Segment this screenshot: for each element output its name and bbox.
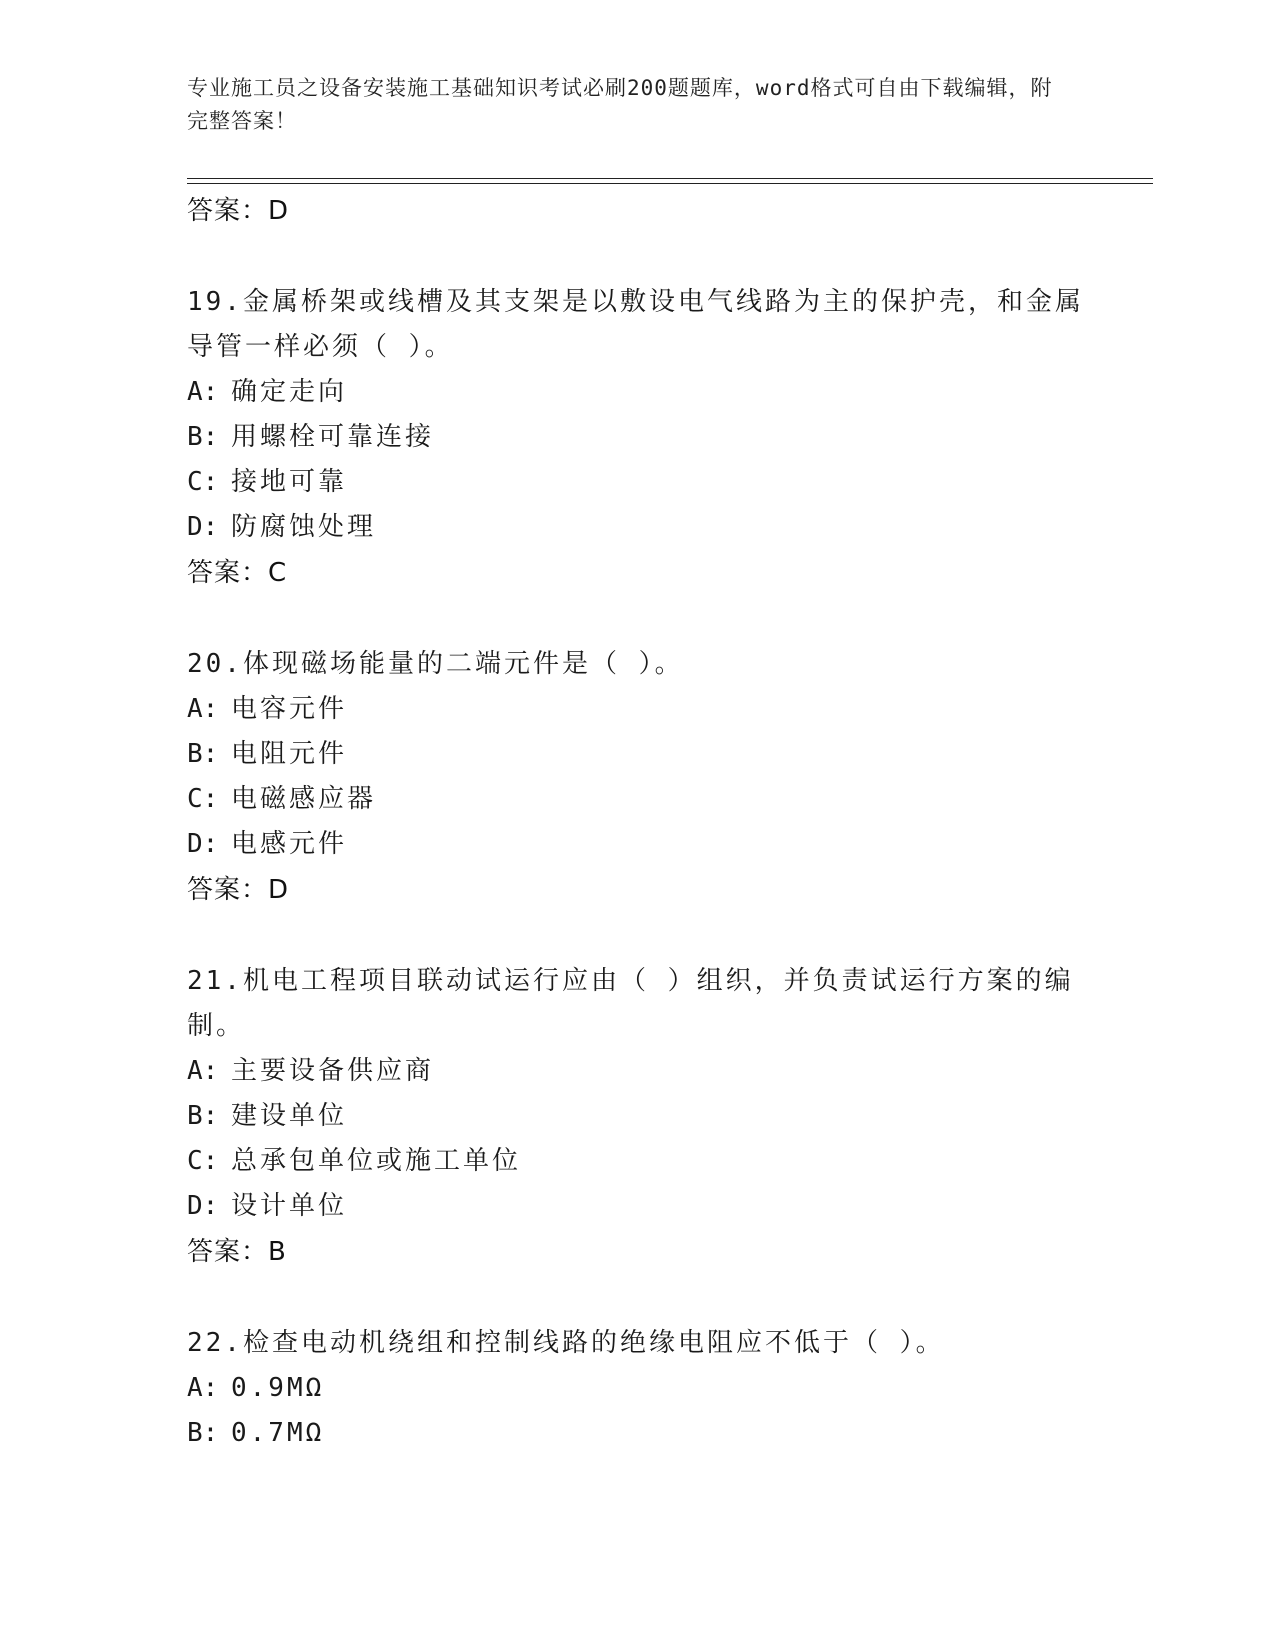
option-label: B: (187, 1418, 219, 1448)
answer-line: 答案：B (187, 1237, 287, 1267)
option-a (187, 370, 1087, 415)
option-text: 0.9MΩ (231, 1373, 325, 1403)
option-label: D: (187, 512, 219, 542)
option-text: 主要设备供应商 (231, 1056, 435, 1086)
option-text: 0.7MΩ (231, 1418, 325, 1448)
option-a (187, 1049, 1087, 1094)
option-text: 建设单位 (231, 1101, 348, 1131)
option-c (187, 1139, 1087, 1184)
option-label: C: (187, 1146, 219, 1176)
option-a (187, 687, 1087, 732)
option-c (187, 460, 1087, 505)
option-label: A: (187, 1373, 219, 1403)
option-label: C: (187, 467, 219, 497)
option-b (187, 1411, 1087, 1456)
answer-line: 答案：D (187, 196, 290, 226)
option-text: 电容元件 (231, 694, 348, 724)
question-stem: 19.金属桥架或线槽及其支架是以敷设电气线路为主的保护壳，和金属导管一样必须（ ）。 (187, 287, 1084, 362)
option-label: A: (187, 1056, 219, 1086)
option-text: 设计单位 (231, 1191, 348, 1221)
option-c (187, 777, 1087, 822)
answer-line: 答案：C (187, 558, 288, 588)
option-label: C: (187, 784, 219, 814)
option-b (187, 415, 1087, 460)
question-20 (187, 642, 1087, 913)
option-text: 电阻元件 (231, 739, 348, 769)
question-list (187, 188, 1087, 1456)
question-stem: 21.机电工程项目联动试运行应由（ ）组织，并负责试运行方案的编制。 (187, 966, 1074, 1041)
option-text: 电磁感应器 (231, 784, 377, 814)
option-text: 确定走向 (231, 377, 348, 407)
option-text: 用螺栓可靠连接 (231, 422, 435, 452)
option-label: B: (187, 1101, 219, 1131)
option-d (187, 1184, 1087, 1229)
option-text: 电感元件 (231, 829, 348, 859)
question-stem: 20.体现磁场能量的二端元件是（ ）。 (187, 649, 684, 679)
option-label: D: (187, 829, 219, 859)
answer-line: 答案：D (187, 875, 290, 905)
option-d (187, 505, 1087, 550)
question-19 (187, 280, 1087, 596)
option-label: D: (187, 1191, 219, 1221)
question-stem: 22.检查电动机绕组和控制线路的绝缘电阻应不低于（ ）。 (187, 1328, 945, 1358)
option-a (187, 1366, 1087, 1411)
document-header: 专业施工员之设备安装施工基础知识考试必刷200题题库，word格式可自由下载编辑，附完整答案！ (187, 76, 1053, 133)
option-label: B: (187, 422, 219, 452)
option-label: A: (187, 377, 219, 407)
option-text: 总承包单位或施工单位 (231, 1146, 522, 1176)
option-label: B: (187, 739, 219, 769)
header-divider-bottom (187, 183, 1153, 184)
option-text: 接地可靠 (231, 467, 348, 497)
question-21 (187, 959, 1087, 1275)
option-d (187, 822, 1087, 867)
option-b (187, 1094, 1087, 1139)
header-divider-top (187, 178, 1153, 179)
question-22 (187, 1321, 1087, 1456)
option-b (187, 732, 1087, 777)
option-text: 防腐蚀处理 (231, 512, 377, 542)
option-label: A: (187, 694, 219, 724)
